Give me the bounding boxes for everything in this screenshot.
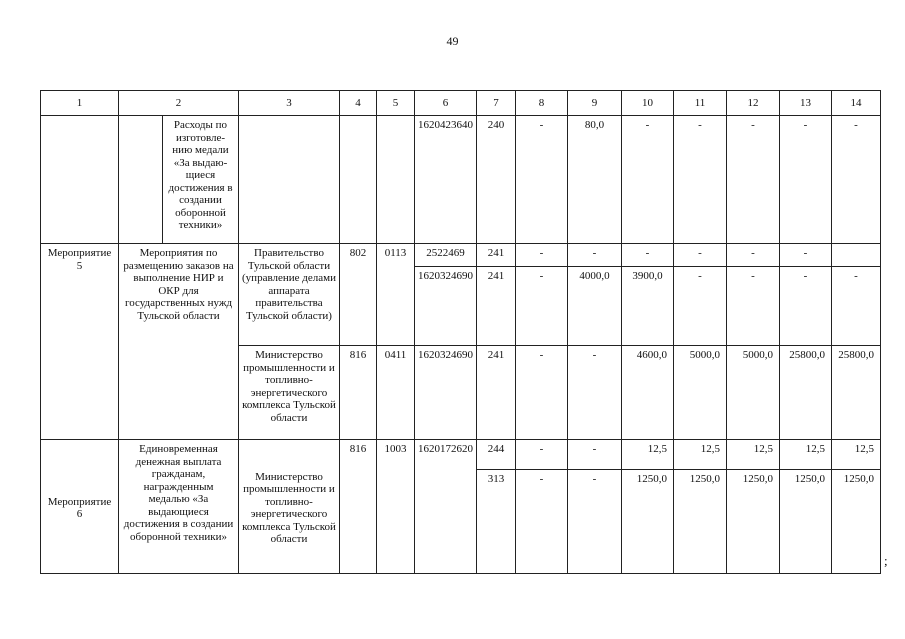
table-cell: - bbox=[516, 440, 568, 470]
table-cell: - bbox=[568, 470, 622, 574]
table-row-event6-1 bbox=[41, 440, 881, 470]
table-cell: 816 bbox=[340, 440, 377, 574]
table-row-event5-gov-1 bbox=[41, 244, 881, 267]
budget-table bbox=[40, 90, 881, 574]
table-cell: - bbox=[780, 267, 832, 346]
table-cell: 1620172620 bbox=[415, 440, 477, 574]
table-cell: - bbox=[568, 440, 622, 470]
table-cell: - bbox=[727, 116, 780, 244]
empty-cell bbox=[119, 116, 163, 244]
column-header: 10 bbox=[622, 91, 674, 116]
empty-cell bbox=[239, 116, 340, 244]
table-cell: - bbox=[516, 346, 568, 440]
column-number-row bbox=[41, 91, 881, 116]
table-cell: 241 bbox=[477, 267, 516, 346]
table-cell: 12,5 bbox=[622, 440, 674, 470]
column-header: 9 bbox=[568, 91, 622, 116]
table-cell: 1250,0 bbox=[780, 470, 832, 574]
executor-name: Правительство Тульской области (управление делами аппарата правительства Тульской области) bbox=[239, 244, 340, 346]
table-cell: - bbox=[568, 346, 622, 440]
column-header: 4 bbox=[340, 91, 377, 116]
table-cell: 816 bbox=[340, 346, 377, 440]
event-description: Мероприятия по размещению заказов на выполнение НИР и ОКР для государственных нужд Тульской области bbox=[119, 244, 239, 440]
column-header: 14 bbox=[832, 91, 881, 116]
table-cell: - bbox=[832, 267, 881, 346]
column-header: 6 bbox=[415, 91, 477, 116]
event-name: Мероприятие 5 bbox=[41, 244, 119, 440]
trailing-semicolon: ; bbox=[884, 553, 888, 568]
table-cell: - bbox=[516, 470, 568, 574]
table-cell: 1250,0 bbox=[727, 470, 780, 574]
table-cell: - bbox=[674, 244, 727, 267]
table-row-medal-expenses bbox=[41, 116, 881, 244]
table-cell: - bbox=[674, 116, 727, 244]
table-cell: 12,5 bbox=[674, 440, 727, 470]
table-cell: 1620324690 bbox=[415, 346, 477, 440]
table-cell: 1620324690 bbox=[415, 267, 477, 346]
table-cell: - bbox=[727, 267, 780, 346]
table-cell: 313 bbox=[477, 470, 516, 574]
table-cell: 80,0 bbox=[568, 116, 622, 244]
table-cell: 25800,0 bbox=[780, 346, 832, 440]
table-cell: 1250,0 bbox=[622, 470, 674, 574]
empty-cell bbox=[832, 244, 881, 267]
column-header: 12 bbox=[727, 91, 780, 116]
table-cell: 1620423640 bbox=[415, 116, 477, 244]
table-cell: 12,5 bbox=[780, 440, 832, 470]
empty-cell bbox=[340, 116, 377, 244]
table-cell: 1003 bbox=[377, 440, 415, 574]
table-cell: 12,5 bbox=[832, 440, 881, 470]
table-cell: - bbox=[516, 244, 568, 267]
table-cell: - bbox=[727, 244, 780, 267]
column-header: 2 bbox=[119, 91, 239, 116]
column-header: 5 bbox=[377, 91, 415, 116]
page-number: 49 bbox=[446, 34, 459, 48]
table-cell: 1250,0 bbox=[832, 470, 881, 574]
column-header: 1 bbox=[41, 91, 119, 116]
table-cell: - bbox=[674, 267, 727, 346]
table-cell: 5000,0 bbox=[727, 346, 780, 440]
table-cell: - bbox=[516, 267, 568, 346]
executor-name: Министерство промышленности и топливно-энергетического комплекса Тульской области bbox=[239, 440, 340, 574]
table-cell: 241 bbox=[477, 346, 516, 440]
event-description: Единовременная денежная выплата гражданам, награжденным медалью «За выдающиеся достижения в создании оборонной техники» bbox=[119, 440, 239, 574]
table-cell: - bbox=[622, 244, 674, 267]
table-cell: 244 bbox=[477, 440, 516, 470]
empty-cell bbox=[41, 116, 119, 244]
table-cell: - bbox=[832, 116, 881, 244]
table-cell: 802 bbox=[340, 244, 377, 346]
empty-cell bbox=[377, 116, 415, 244]
table-cell: 12,5 bbox=[727, 440, 780, 470]
column-header: 11 bbox=[674, 91, 727, 116]
column-header: 8 bbox=[516, 91, 568, 116]
table-cell: 1250,0 bbox=[674, 470, 727, 574]
table-cell: 2522469 bbox=[415, 244, 477, 267]
table-cell: 3900,0 bbox=[622, 267, 674, 346]
column-header: 13 bbox=[780, 91, 832, 116]
executor-name: Министерство промышленности и топливно-энергетического комплекса Тульской области bbox=[239, 346, 340, 440]
event-name: Мероприятие 6 bbox=[41, 440, 119, 574]
table-cell: 0113 bbox=[377, 244, 415, 346]
table-cell: - bbox=[516, 116, 568, 244]
table-cell: 5000,0 bbox=[674, 346, 727, 440]
table-cell: - bbox=[622, 116, 674, 244]
medal-expenses-label: Расходы по изготовле-нию медали «За выдаю-щиеся достижения в создании оборонной техники» bbox=[163, 116, 239, 244]
table-cell: - bbox=[780, 244, 832, 267]
table-cell: 4600,0 bbox=[622, 346, 674, 440]
table-cell: - bbox=[568, 244, 622, 267]
column-header: 7 bbox=[477, 91, 516, 116]
table-cell: 25800,0 bbox=[832, 346, 881, 440]
table-cell: 4000,0 bbox=[568, 267, 622, 346]
table-cell: 240 bbox=[477, 116, 516, 244]
column-header: 3 bbox=[239, 91, 340, 116]
table-cell: 241 bbox=[477, 244, 516, 267]
table-cell: - bbox=[780, 116, 832, 244]
table-cell: 0411 bbox=[377, 346, 415, 440]
